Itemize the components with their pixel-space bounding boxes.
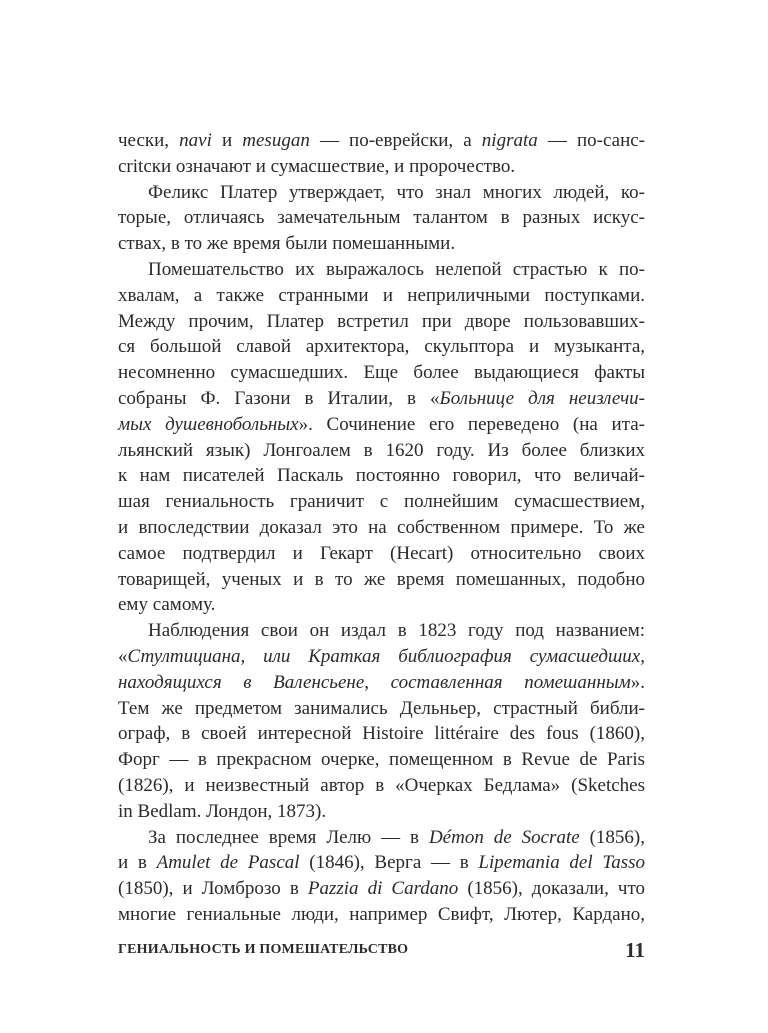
text-segment: ». Сочинение его переведено (на ита- (298, 413, 645, 435)
text-line (118, 747, 645, 773)
text-line (118, 231, 645, 257)
page-footer (118, 934, 645, 962)
text-line (118, 696, 645, 722)
text-segment: Форг — в прекрасном очерке, помещенном в Revue de Paris (118, 749, 645, 771)
text-line (118, 205, 645, 231)
text-line (118, 670, 645, 696)
text-segment: (1846), Верга — в (299, 852, 479, 874)
text-segment: in Bedlam. Лондон, 1873). (118, 800, 327, 822)
text-line (118, 644, 645, 670)
text-segment: (1850), и Ломброзо в (118, 878, 308, 900)
text-segment: шая гениальность граничит с полнейшим сумасшествием, (118, 491, 645, 513)
text-line (118, 412, 645, 438)
text-line (118, 515, 645, 541)
italic-text: mesugan (242, 130, 310, 151)
text-line (118, 154, 645, 180)
text-line (118, 541, 645, 567)
text-segment: ся большой славой архитектора, скульптора и музыканта, (118, 336, 645, 358)
text-segment: самое подтвердил и Гекарт (Hecart) относительно своих (118, 542, 645, 564)
italic-text: navi (179, 130, 212, 151)
text-segment: товарищей, ученых и в то же время помешанных, подобно (118, 568, 645, 590)
text-segment: собраны Ф. Газони в Италии, в « (118, 387, 440, 409)
text-line (118, 463, 645, 489)
text-line (118, 489, 645, 515)
text-segment: многие гениальные люди, например Свифт, Лютер, Кардано, (118, 903, 645, 925)
text-line (118, 309, 645, 335)
text-line (118, 567, 645, 593)
text-line (118, 618, 645, 644)
text-segment: несомненно сумасшедших. Еще более выдающиеся факты (118, 362, 645, 384)
text-line (118, 721, 645, 747)
text-segment: — по-еврейски, а (309, 130, 482, 151)
text-line (118, 334, 645, 360)
text-segment: Наблюдения свои он издал в 1823 году под названием: (148, 620, 645, 642)
text-line (118, 799, 645, 825)
text-line (118, 257, 645, 283)
text-segment: ограф, в своей интересной Histoire littéraire des fous (1860), (118, 723, 645, 745)
text-segment: торые, отличаясь замечательным талантом в разных искус- (118, 207, 645, 229)
text-segment: Помешательство их выражалось нелепой страстью к по- (148, 258, 645, 280)
text-segment: — по-санс- (537, 130, 645, 151)
text-segment: Между прочим, Платер встретил при дворе пользовавших- (118, 310, 645, 332)
text-segment: Феликс Платер утверждает, что знал многих людей, ко- (148, 181, 645, 203)
text-line (118, 283, 645, 309)
text-line (118, 386, 645, 412)
text-segment: Тем же предметом занимались Дельньер, страстный библи- (118, 697, 645, 719)
text-line (118, 825, 645, 851)
italic-text: Amulet de Pascal (156, 852, 300, 874)
text-line (118, 360, 645, 386)
text-line (118, 850, 645, 876)
text-segment: За последнее время Лелю — в (148, 826, 429, 848)
text-segment: critски означают и сумасшествие, и пророчество. (118, 155, 516, 177)
text-segment: « (118, 645, 128, 667)
text-segment: чески, (118, 130, 180, 151)
text-line (118, 180, 645, 206)
text-segment: (1856), (579, 826, 645, 848)
text-line (118, 902, 645, 928)
italic-text: находящихся в Валенсьене, составленная помешанным (118, 671, 631, 693)
text-segment: льянский язык) Лонгоалем в 1620 году. Из более близких (118, 439, 645, 461)
text-segment: и впоследствии доказал это на собственном примере. То же (118, 516, 645, 538)
text-segment: ствах, в то же время были помешанными. (118, 233, 456, 255)
text-segment: (1826), и неизвестный автор в «Очерках Бедлама» (Sketches (118, 774, 645, 796)
body-text (118, 128, 645, 928)
page-number: 11 (625, 938, 645, 962)
text-segment: к нам писателей Паскаль постоянно говорил, что величай- (118, 465, 645, 487)
italic-text: Pazzia di Cardano (307, 878, 459, 900)
text-line (118, 438, 645, 464)
italic-text: nigrata (481, 130, 538, 151)
text-segment: (1856), доказали, что (458, 878, 645, 900)
text-segment: и в (118, 852, 157, 874)
italic-text: Démon de Socrate (428, 826, 580, 848)
italic-text: мых душевнобольных (118, 413, 299, 435)
text-segment: ему самому. (118, 594, 216, 616)
text-line (118, 128, 645, 154)
text-line (118, 592, 645, 618)
text-line (118, 773, 645, 799)
running-title: ГЕНИАЛЬНОСТЬ И ПОМЕШАТЕЛЬСТВО (118, 942, 409, 957)
text-segment: хвалам, а также странными и неприличными поступками. (118, 284, 645, 306)
italic-text: Стултициана, или Краткая библиография сумасшедших, (127, 645, 645, 667)
italic-text: Больнице для неизлечи- (439, 387, 645, 409)
text-segment: ». (630, 671, 645, 693)
italic-text: Lipemania del Tasso (478, 852, 645, 874)
text-line (118, 876, 645, 902)
text-segment: и (211, 130, 243, 151)
